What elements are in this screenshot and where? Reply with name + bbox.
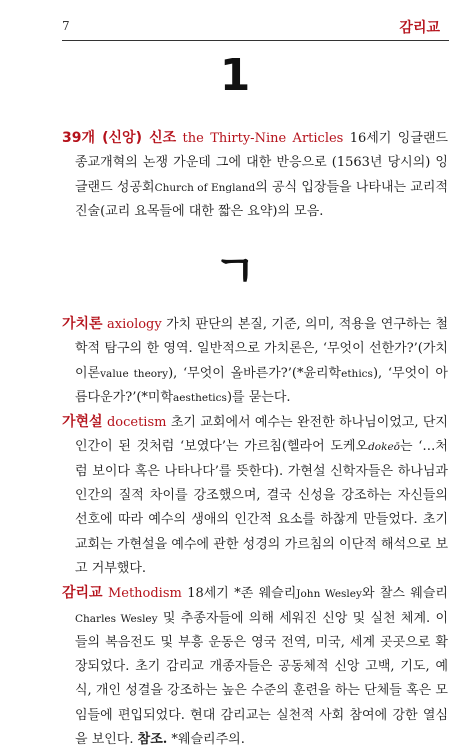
entry-term: 감리교 <box>62 585 103 602</box>
header-rule <box>62 40 449 41</box>
entry-latin: axiology <box>107 317 162 332</box>
page-number: 7 <box>62 19 70 33</box>
see-also-label: 참조. <box>137 732 168 748</box>
entry-definition-cont: ), ‘무엇이 올바른가?’(*윤리학 <box>168 365 342 381</box>
entry-thirty-nine-articles <box>62 126 448 224</box>
entry-latin: Methodism <box>107 586 182 602</box>
entry-docetism <box>62 410 448 581</box>
running-head: 감리교 <box>399 20 440 36</box>
entry-definition-cont: )를 묻는다. <box>226 389 291 405</box>
section-1-entries <box>62 126 448 224</box>
entry-axiology <box>62 312 448 410</box>
entry-gloss: John Wesley <box>296 588 362 601</box>
entry-gloss: dokeō <box>368 441 401 454</box>
entry-definition-cont: 및 추종자들에 의해 세워진 신앙 및 실천 체계. 이들의 복음전도 및 부흥 운동은 영국 전역, 미국, 세계 곳곳으로 확장되었다. 초기 감리교 개종자들은 공동체적 신앙 고백, 기도, 예식, 개인 성결을 강조하는 높은 수준의 훈련을 하는 단체들 혹은 모임들에 편입되었다. 현대 감리교는 실천적 사회 참여에 강한 열심을 보인다. <box>75 610 448 748</box>
entry-term: 가치론 <box>62 316 103 332</box>
entry-gloss: aesthetics <box>173 391 227 404</box>
entry-term: 39개 (신앙) 신조 <box>62 130 177 146</box>
entry-definition: 가치 판단의 본질, 기준, 의미, 적용을 연구하는 철학적 탐구의 한 영역. 일반적으로 가치론은, ‘무엇이 선한가?’(가치이론 <box>75 317 448 381</box>
entry-gloss: Church of England <box>154 181 256 194</box>
entry-definition: 초기 교회에서 예수는 완전한 하나님이었고, 단지 인간이 된 것처럼 ‘보였다’는 가르침(헬라어 도케오 <box>75 415 448 455</box>
entry-definition: 18세기 *존 웨슬리 <box>181 586 297 602</box>
entry-gloss: value theory <box>100 367 169 380</box>
entry-latin: docetism <box>106 415 167 431</box>
see-also-text: *웨슬리주의. <box>167 732 245 748</box>
section-2-entries <box>62 312 448 752</box>
entry-methodism <box>62 581 448 752</box>
entry-term: 가현설 <box>62 414 103 431</box>
entry-definition-cont: 는 ‘…처럼 보이다 혹은 나타나다’를 뜻한다). 가현설 신학자들은 하나님과 인간의 질적 차이를 강조했으며, 결국 신성을 강조하는 자신들의 선호에 따라 예수의 생애의 인간적 요소를 하찮게 만들었다. 초기 교회는 가현설을 예수에 관한 성경의 가르침의 이단적 해석으로 보고 거부했다. <box>75 439 448 576</box>
page-header <box>0 0 470 40</box>
entry-definition-cont: 의 공식 입장들을 나타내는 교리적 진술(교리 요목들에 대한 짧은 요약)의 모음. <box>75 179 449 219</box>
entry-definition: 16세기 잉글랜드 종교개혁의 논쟁 가운데 그에 대한 반응으로 (1563년 당시의) 잉글랜드 성공회 <box>75 131 448 195</box>
entry-gloss: ethics <box>341 367 373 380</box>
entry-definition-cont: ), ‘무엇이 아름다운가?’(*미학 <box>75 365 448 405</box>
section-heading-1: 1 <box>219 50 251 101</box>
section-heading-2: ㄱ <box>213 246 257 297</box>
entry-definition-cont: 와 찰스 웨슬리 <box>361 586 448 602</box>
entry-latin: the Thirty-Nine Articles <box>182 131 344 146</box>
entry-gloss: Charles Wesley <box>75 612 158 625</box>
